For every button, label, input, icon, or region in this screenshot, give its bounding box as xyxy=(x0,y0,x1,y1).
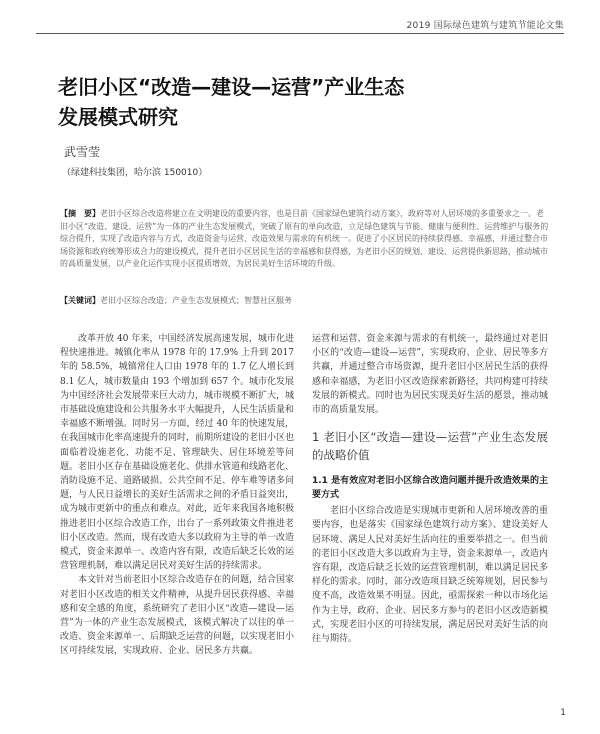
abstract-text: 老旧小区综合改造将建立在文明建设的重要内容，也是目前《国家绿色建筑行动方案》，政府等对人居环境的多重要求之一。老旧小区“改造、建设、运营”为一体的产业生态发展模式，突破了原有的单向改造，立足绿色建筑与节能、健康与便利性、运营维护与服务的综合提升，实现了改造内容与方式，改造资金与运营、改造效果与需求的有机统一。促进了小区居民的持续获得感、幸福感，并通过整合市场资源和政府统筹形成合力的建设模式，提升老旧小区居民生活的幸福感和获得感，为老旧小区的规划、建设、运营提供新思路，推动城市的高质量发展，以产业化运作实现小区提质增效，为居民美好生活环境的升级。 xyxy=(60,209,549,269)
running-header: 2019 国际绿色建筑与建筑节能论文集 xyxy=(406,21,564,31)
author-affiliation: （绿建科技集团，哈尔滨 150010） xyxy=(62,168,208,178)
paper-title xyxy=(58,72,518,132)
body-paragraph: 本文针对当前老旧小区综合改造存在的问题，结合国家对老旧小区改造的相关文件精神，从提升居民获得感、幸福感和安全感的角度，系统研究了老旧小区“改造—建设—运营”为一体的产业生态发展模式，该模式解决了以往的单一改造、资金来源单一、后期缺乏运营的问题，以实现老旧小区可持续发展，实现政府、企业、居民多方共赢。 xyxy=(60,575,295,657)
body-paragraph: 运营和运营、资金来源与需求的有机统一，最终通过对老旧小区的“改造—建设—运营”，实现政府、企业、居民等多方共赢，并通过整合市场资源，提升老旧小区居民生活的获得感和幸福感，为老旧小区改造探索新路径，共同构建可持续发展的新模式。同时也为居民实现美好生活的愿景，推动城市的高质量发展。 xyxy=(312,334,548,416)
title-line-1: 老旧小区“改造—建设—运营”产业生态 xyxy=(58,75,405,99)
page-number: 1 xyxy=(560,708,566,718)
body-paragraph: 老旧小区综合改造是实现城市更新和人居环境改善的重要内容，也是落实《国家绿色建筑行动方案》、建设美好人居环境、满足人民对美好生活向往的重要举措之一。但当前的老旧小区改造大多以政府为主导，资金来源单一，改造内容有限，改造后缺乏长效的运营管理机制，难以满足居民多样化的需求。同时，部分改造项目缺乏统筹规划，居民参与度不高，改造效果不明显。因此，亟需探索一种以市场化运作为主导，政府、企业、居民多方参与的老旧小区改造新模式，实现老旧小区的可持续发展，满足居民对美好生活的向往与期待。 xyxy=(312,506,548,645)
abstract xyxy=(60,208,550,271)
title-line-2: 发展模式研究 xyxy=(58,105,178,129)
subsection-heading: 1.1 是有效应对老旧小区综合改造问题并提升改造效果的主要方式 xyxy=(312,476,548,501)
keywords xyxy=(60,295,550,306)
body-column-left xyxy=(60,332,294,659)
body-column-right xyxy=(312,332,548,646)
keywords-label: 【关键词】 xyxy=(60,296,100,305)
author-name: 武雪莹 xyxy=(64,145,101,159)
keywords-text: 老旧小区综合改造；产业生态发展模式；智慧社区服务 xyxy=(100,296,292,305)
body-paragraph: 改革开放 40 年来，中国经济发展高速发展，城市化进程快速推进。城镇化率从 1978 年的 17.9% 上升到 2017 年的 58.5%，城镇常住人口由 1978 年的 1.7 亿人增长到 8.1 亿人，城市数量由 193 个增加到 657 个。城市化发展为中国经济社会发展带来巨大动力，城市规模不断扩大，城市基础设施建设和公共服务水平大幅提升，人民生活质量和幸福感不断增强。同时另一方面，经过 40 年的快速发展，在我国城市化率高速提升的同时，前期所建设的老旧小区也面临着设施老化、功能不足、管理缺失、居住环境差等问题。老旧小区存在基础设施老化、供排水管道和线路老化、消防设施不足、道路破损、公共空间不足、停车难等诸多问题，与人民日益增长的美好生活需求之间的矛盾日益突出，成为城市更新中的重点和难点。对此，近年来我国各地积极推进老旧小区综合改造工作，出台了一系列政策文件推进老旧小区改造。然而，现有改造大多以政府为主导的单一改造模式，资金来源单一、改造内容有限，改造后缺乏长效的运营管理机制，难以满足居民对美好生活的持续需求。 xyxy=(60,334,295,572)
header-rule xyxy=(36,33,564,34)
abstract-label: 【摘 要】 xyxy=(60,209,100,218)
section-heading: 1 老旧小区“改造—建设—运营”产业生态发展的战略价值 xyxy=(312,430,548,463)
